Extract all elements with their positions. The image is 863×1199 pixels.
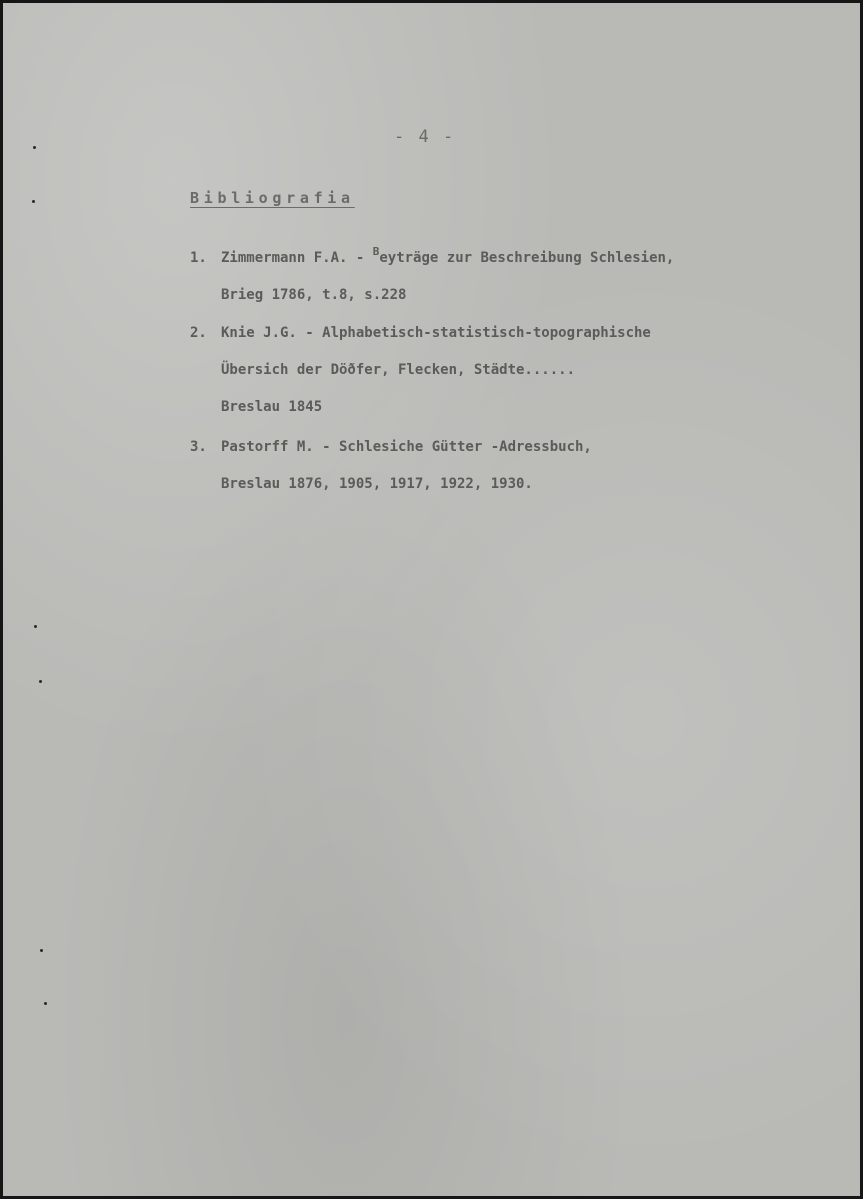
bibliography-entry-3 bbox=[190, 429, 592, 503]
margin-mark bbox=[32, 200, 35, 203]
margin-mark bbox=[34, 625, 37, 628]
margin-mark bbox=[40, 949, 43, 952]
bibliography-entry-1 bbox=[190, 240, 674, 314]
entry-line bbox=[190, 240, 674, 277]
entry-line bbox=[190, 429, 592, 466]
entry-line: Breslau 1845 bbox=[221, 399, 323, 415]
margin-mark bbox=[39, 680, 42, 683]
bibliography-heading: Bibliografia bbox=[190, 189, 355, 207]
bibliography-entry-2 bbox=[190, 315, 651, 426]
entry-line bbox=[190, 315, 651, 352]
entry-text: eyträge zur Beschreibung Schlesien, bbox=[379, 250, 675, 266]
entry-number: 2. bbox=[190, 325, 207, 341]
entry-text: Knie J.G. - Alphabetisch-statistisch-topographische bbox=[221, 325, 651, 341]
entry-line: Brieg 1786, t.8, s.228 bbox=[221, 287, 407, 303]
entry-text: Pastorff M. - Schlesiche Gütter -Adressbuch, bbox=[221, 439, 592, 455]
entry-line: Übersich der Döðfer, Flecken, Städte...... bbox=[221, 362, 576, 378]
margin-mark bbox=[33, 146, 36, 149]
margin-mark bbox=[44, 1002, 47, 1005]
entry-number: 1. bbox=[190, 250, 207, 266]
entry-superscript: B bbox=[372, 245, 380, 258]
entry-line: Breslau 1876, 1905, 1917, 1922, 1930. bbox=[221, 476, 533, 492]
page-number: - 4 - bbox=[394, 127, 456, 147]
entry-number: 3. bbox=[190, 439, 207, 455]
entry-text: Zimmermann F.A. - bbox=[221, 250, 373, 266]
